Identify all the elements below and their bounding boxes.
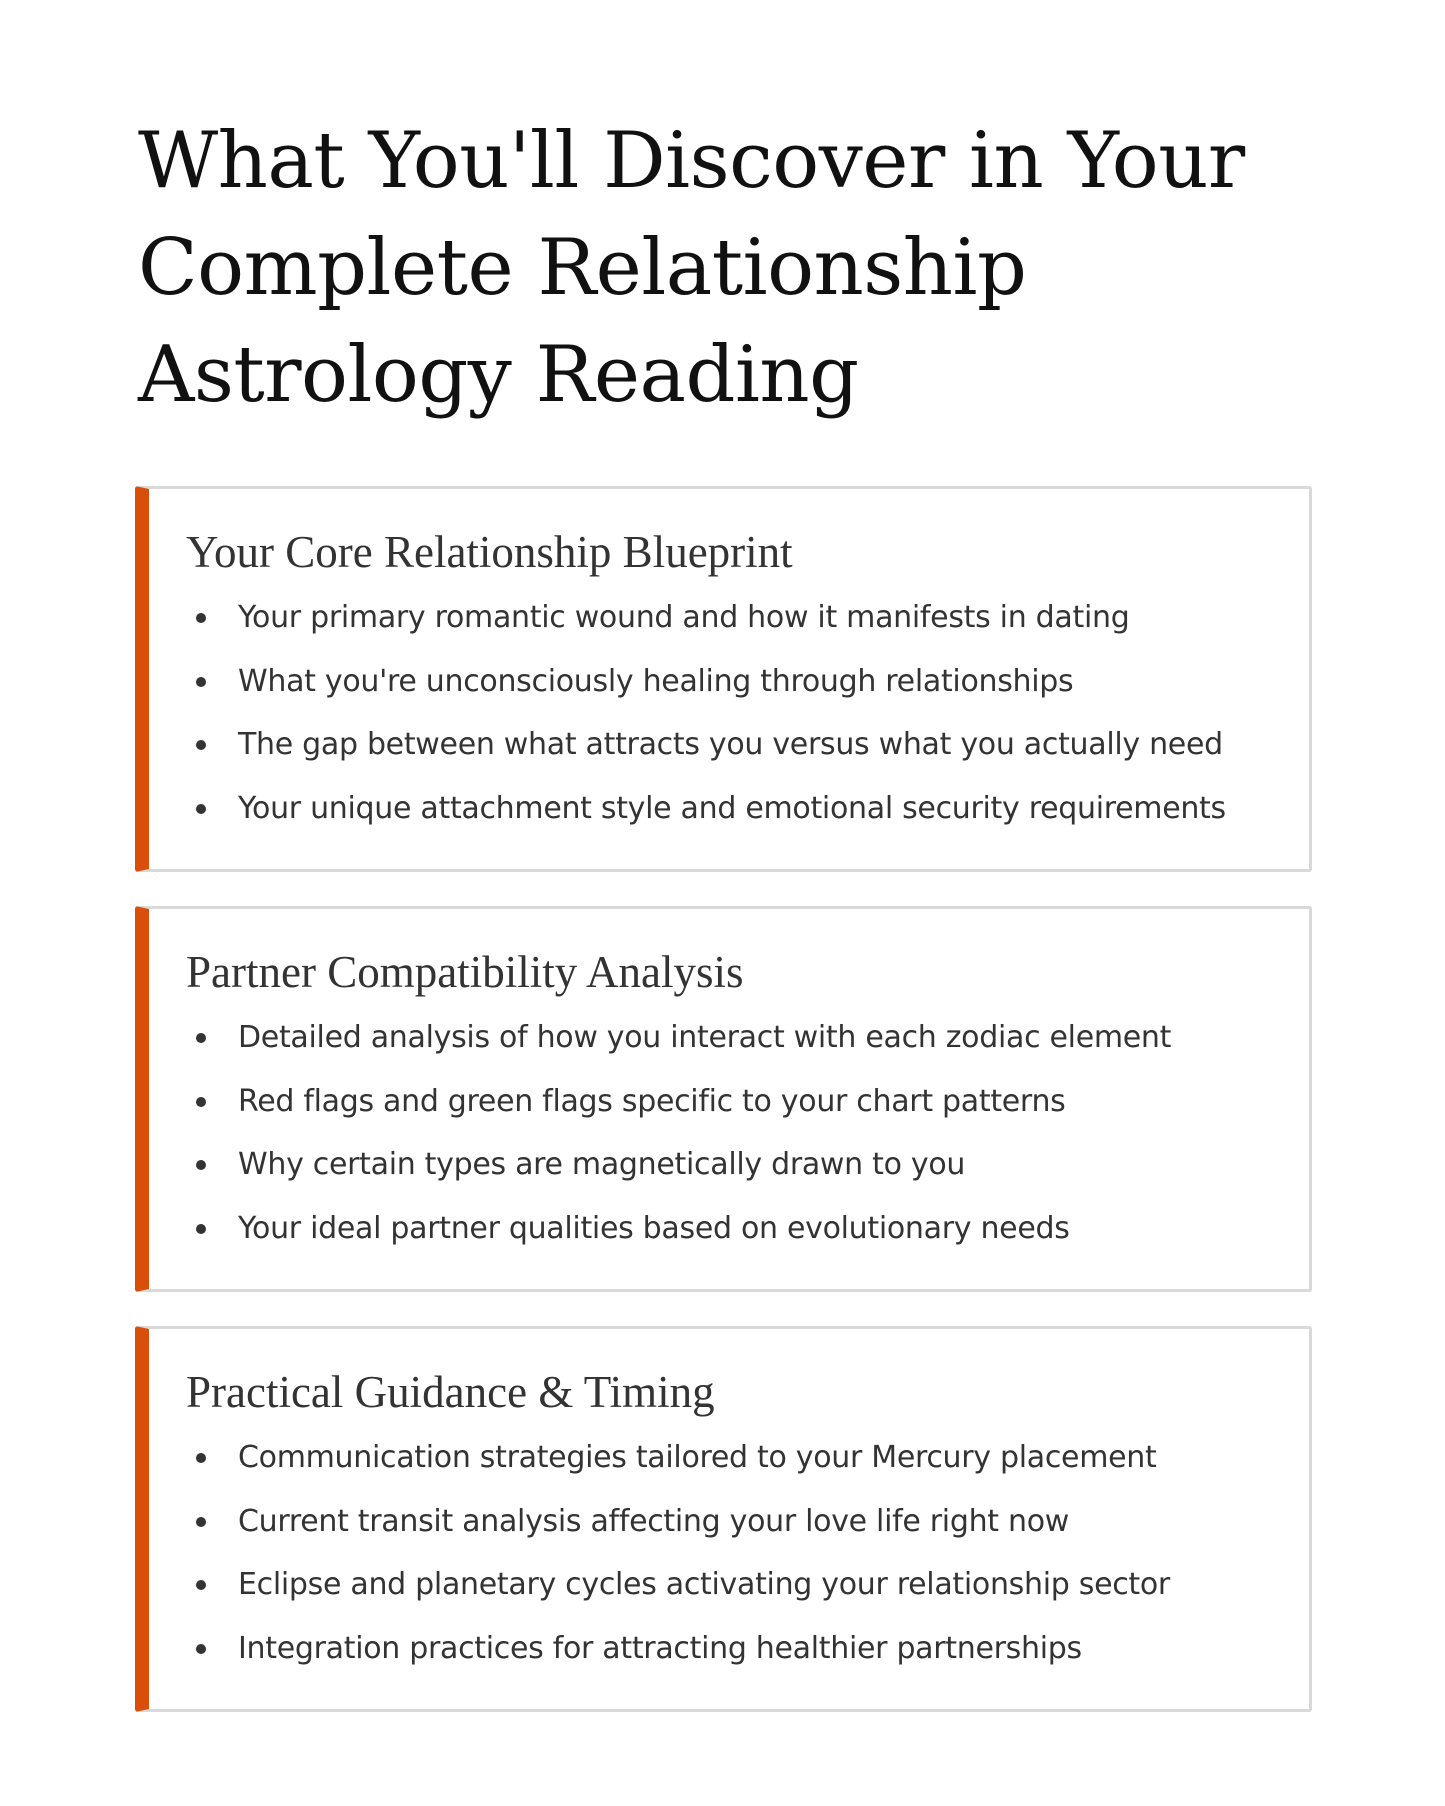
list-item [186,1017,1171,1081]
list-item-text: Red flags and green flags specific to your chart patterns [238,1083,1066,1119]
bullet-icon [196,804,206,814]
section-card-core-blueprint [135,486,1312,872]
list-item [186,597,1226,661]
list-item-text: Communication strategies tailored to your Mercury placement [238,1440,1157,1475]
section-heading: Your Core Relationship Blueprint [186,527,793,577]
list-item-text: Your ideal partner qualities based on evolutionary needs [238,1210,1070,1246]
bullet-icon [196,740,206,750]
bullet-icon [196,613,206,623]
list-item [186,1564,1170,1628]
section-card-compatibility [135,906,1312,1292]
section-list [186,1017,1171,1271]
list-item-text: Eclipse and planetary cycles activating your relationship sector [238,1567,1170,1602]
list-item-text: Why certain types are magnetically drawn to you [238,1147,966,1182]
list-item [186,661,1226,725]
section-card-guidance-timing [135,1326,1312,1712]
list-item-text: Integration practices for attracting healthier partnerships [238,1630,1082,1666]
bullet-icon [196,1453,206,1463]
bullet-icon [196,1644,206,1654]
section-list [186,597,1226,851]
list-item-text: Detailed analysis of how you interact with each zodiac element [238,1020,1172,1055]
bullet-icon [196,1224,206,1234]
section-list [186,1437,1170,1691]
list-item-text: What you're unconsciously healing through relationships [238,663,1074,699]
bullet-icon [196,1160,206,1170]
bullet-icon [196,1097,206,1107]
list-item-text: Current transit analysis affecting your love life right now [238,1503,1070,1539]
list-item-text: The gap between what attracts you versus what you actually need [238,727,1223,762]
bullet-icon [196,1517,206,1527]
list-item [186,1208,1171,1272]
bullet-icon [196,1580,206,1590]
list-item [186,1144,1171,1208]
list-item [186,1081,1171,1145]
list-item [186,1628,1170,1692]
list-item-text: Your primary romantic wound and how it manifests in dating [238,600,1130,635]
page-title: What You'll Discover in Your Complete Relationship Astrology Reading [138,116,1245,420]
section-heading: Practical Guidance & Timing [186,1367,715,1417]
list-item-text: Your unique attachment style and emotional security requirements [238,790,1226,826]
section-heading: Partner Compatibility Analysis [186,947,744,997]
list-item [186,724,1226,788]
list-item [186,788,1226,852]
bullet-icon [196,1033,206,1043]
list-item [186,1437,1170,1501]
bullet-icon [196,677,206,687]
list-item [186,1501,1170,1565]
